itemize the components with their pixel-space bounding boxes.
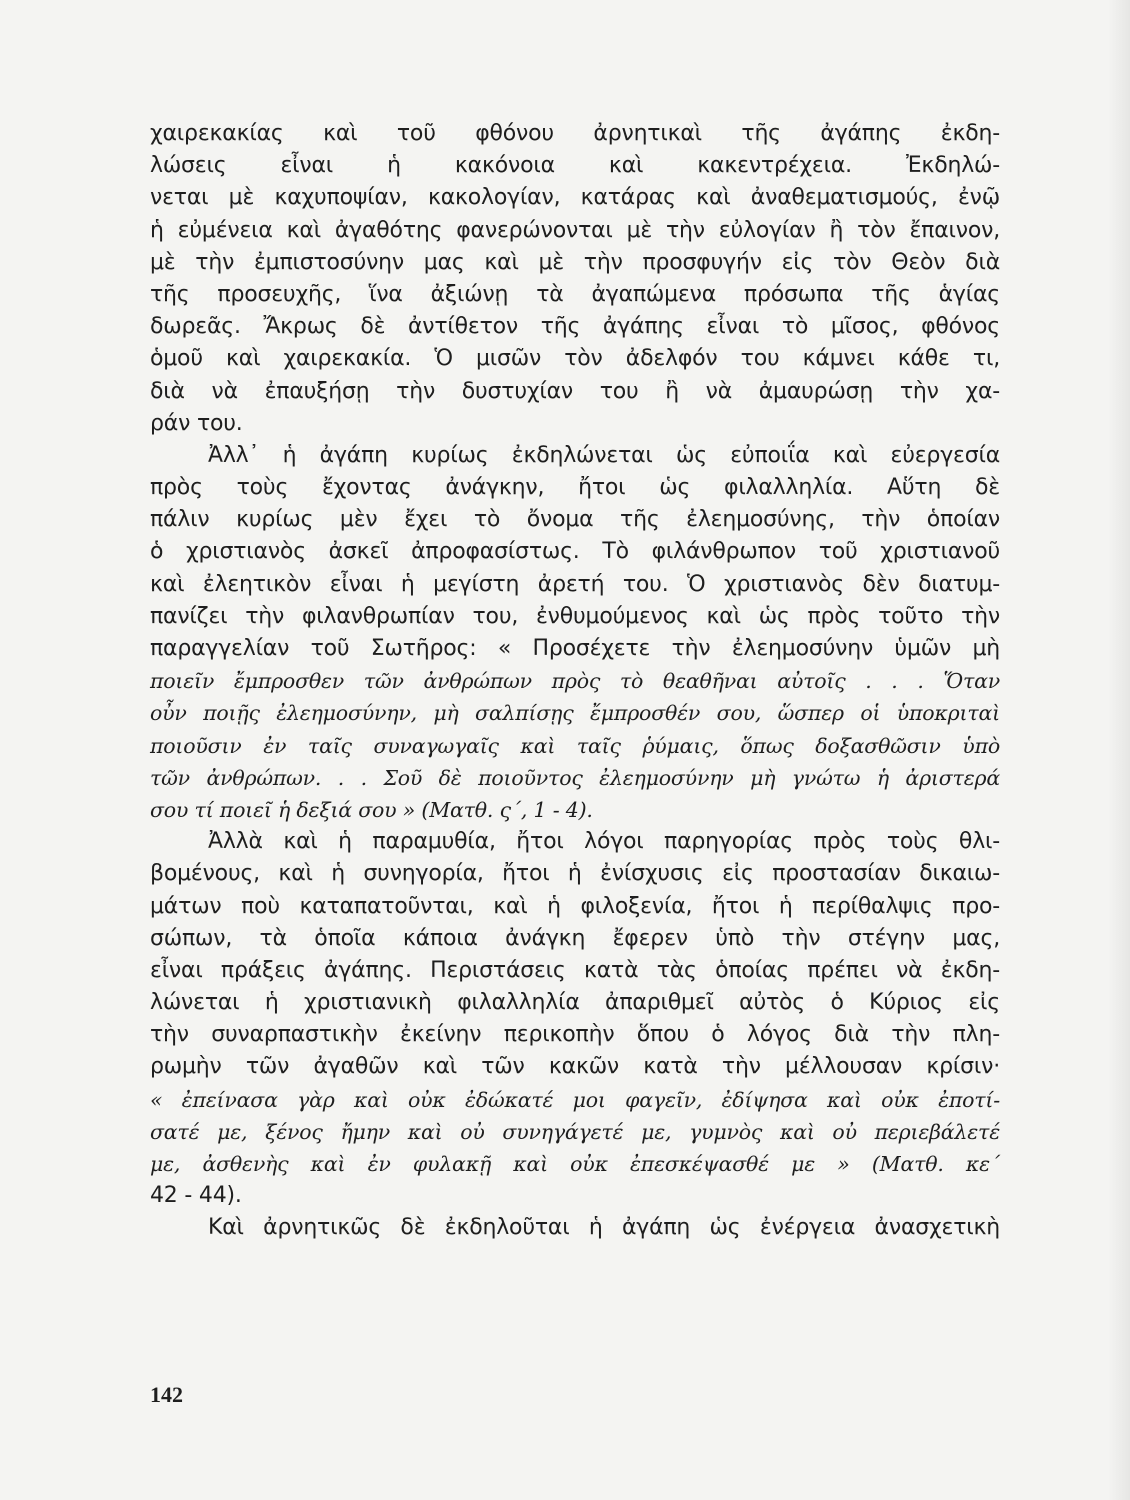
quote-line: ποιοῦσιν ἐν ταῖς συναγωγαῖς καὶ ταῖς ῥύμαις, ὅπως δοξασθῶσιν ὑπὸ: [150, 733, 1000, 758]
text-line: λώσεις εἶναι ἡ κακόνοια καὶ κακεντρέχεια. Ἐκδηλώ-: [150, 153, 1000, 179]
text-line: πάλιν κυρίως μὲν ἔχει τὸ ὄνομα τῆς ἐλεημοσύνης, τὴν ὁποίαν: [150, 507, 1000, 533]
paragraph-start-line: Ἀλλ᾽ ἡ ἀγάπη κυρίως ἐκδηλώνεται ὡς εὐποιΐα καὶ εὐεργεσία: [208, 442, 1000, 468]
text-line: τὴν συναρπαστικὴν ἐκείνην περικοπὴν ὅπου ὁ λόγος διὰ τὴν πλη-: [150, 1022, 1000, 1048]
text-line: διὰ νὰ ἐπαυξήσῃ τὴν δυστυχίαν του ἢ νὰ ἀμαυρώσῃ τὴν χα-: [150, 378, 1000, 404]
text-line: δωρεᾶς. Ἄκρως δὲ ἀντίθετον τῆς ἀγάπης εἶναι τὸ μῖσος, φθόνος: [150, 314, 1000, 340]
paragraph-start-line: Ἀλλὰ καὶ ἡ παραμυθία, ἤτοι λόγοι παρηγορίας πρὸς τοὺς θλι-: [208, 829, 1000, 855]
text-line: ρωμὴν τῶν ἀγαθῶν καὶ τῶν κακῶν κατὰ τὴν μέλλουσαν κρίσιν·: [150, 1054, 1000, 1080]
page-edge: [1108, 0, 1130, 1500]
text-line: ὁμοῦ καὶ χαιρεκακία. Ὁ μισῶν τὸν ἀδελφόν του κάμνει κάθε τι,: [150, 346, 1000, 372]
quote-line: σου τί ποιεῖ ἡ δεξιά σου » (Ματθ. ς΄, 1 - 4).: [150, 797, 593, 822]
text-line: ὁ χριστιανὸς ἀσκεῖ ἀπροφασίστως. Τὸ φιλάνθρωπον τοῦ χριστιανοῦ: [150, 539, 1000, 565]
quote-line: οὖν ποιῇς ἐλεημοσύνην, μὴ σαλπίσῃς ἔμπροσθέν σου, ὥσπερ οἱ ὑποκριταὶ: [150, 701, 1000, 726]
text-line: σώπων, τὰ ὁποῖα κάποια ἀνάγκη ἔφερεν ὑπὸ τὴν στέγην μας,: [150, 925, 1000, 951]
quote-line: « ἐπείνασα γὰρ καὶ οὐκ ἐδώκατέ μοι φαγεῖν, ἐδίψησα καὶ οὐκ ἐποτί-: [150, 1087, 1000, 1112]
text-line: μάτων ποὺ καταπατοῦνται, καὶ ἡ φιλοξενία, ἤτοι ἡ περίθαλψις προ-: [150, 893, 1000, 919]
text-line: μὲ τὴν ἐμπιστοσύνην μας καὶ μὲ τὴν προσφυγήν εἰς τὸν Θεὸν διὰ: [150, 249, 1000, 275]
text-line: ἡ εὐμένεια καὶ ἀγαθότης φανερώνονται μὲ τὴν εὐλογίαν ἢ τὸν ἔπαινον,: [150, 217, 1000, 243]
page-number: 142: [150, 1382, 183, 1407]
text-line: πρὸς τοὺς ἔχοντας ἀνάγκην, ἤτοι ὡς φιλαλληλία. Αὕτη δὲ: [150, 475, 1000, 501]
text-line: χαιρεκακίας καὶ τοῦ φθόνου ἀρνητικαὶ τῆς ἀγάπης ἐκδη-: [150, 121, 1000, 146]
text-line: καὶ ἐλεητικὸν εἶναι ἡ μεγίστη ἀρετή του. Ὁ χριστιανὸς δὲν διατυμ-: [150, 571, 1000, 597]
text-line: λώνεται ἡ χριστιανικὴ φιλαλληλία ἀπαριθμεῖ αὐτὸς ὁ Κύριος εἰς: [150, 990, 1000, 1016]
text-line: εἶναι πράξεις ἀγάπης. Περιστάσεις κατὰ τὰς ὁποίας πρέπει νὰ ἐκδη-: [150, 957, 1000, 983]
text-line: βομένους, καὶ ἡ συνηγορία, ἤτοι ἡ ἐνίσχυσις εἰς προστασίαν δικαιω-: [150, 861, 1000, 887]
body-text: [150, 118, 1000, 1245]
quote-line: ποιεῖν ἔμπροσθεν τῶν ἀνθρώπων πρὸς τὸ θεαθῆναι αὐτοῖς . . . Ὅταν: [150, 669, 1000, 694]
text-line: τῆς προσευχῆς, ἵνα ἀξιώνῃ τὰ ἀγαπώμενα πρόσωπα τῆς ἁγίας: [150, 281, 1000, 307]
quote-line: σατέ με, ξένος ἤμην καὶ οὐ συνηγάγετέ με, γυμνὸς καὶ οὐ περιεβάλετέ: [150, 1119, 1000, 1144]
quote-line: τῶν ἀνθρώπων. . . Σοῦ δὲ ποιοῦντος ἐλεημοσύνην μὴ γνώτω ἡ ἀριστερά: [150, 765, 1000, 790]
paragraph-start-line: Καὶ ἀρνητικῶς δὲ ἐκδηλοῦται ἡ ἀγάπη ὡς ἐνέργεια ἀνασχετικὴ: [208, 1215, 1000, 1241]
text-line: παραγγελίαν τοῦ Σωτῆρος: « Προσέχετε τὴν ἐλεημοσύνην ὑμῶν μὴ: [150, 636, 1000, 661]
text-line: 42 - 44).: [150, 1183, 242, 1209]
text-line: πανίζει τὴν φιλανθρωπίαν του, ἐνθυμούμενος καὶ ὡς πρὸς τοῦτο τὴν: [150, 603, 1000, 629]
quote-line: με, ἀσθενὴς καὶ ἐν φυλακῇ καὶ οὐκ ἐπεσκέψασθέ με » (Ματθ. κε΄: [150, 1152, 1000, 1176]
text-line: νεται μὲ καχυποψίαν, κακολογίαν, κατάρας καὶ ἀναθεματισμούς, ἐνῷ: [150, 185, 1000, 211]
text-line: ράν του.: [150, 410, 243, 436]
